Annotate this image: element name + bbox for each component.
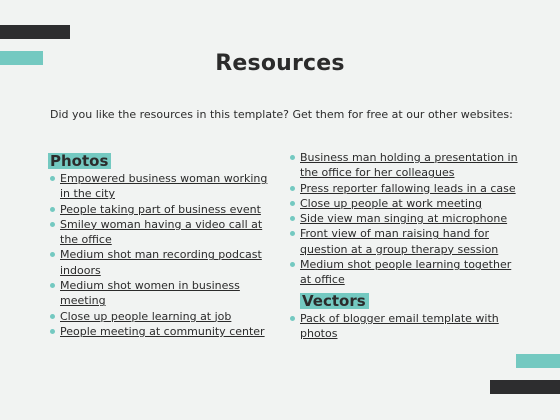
resource-link[interactable]: Side view man singing at microphone	[300, 212, 508, 226]
vectors-list	[288, 311, 520, 342]
resource-link[interactable]: Medium shot women in business meeting	[60, 279, 240, 308]
list-item	[48, 247, 276, 278]
resource-link[interactable]: Smiley woman having a video call at the office	[60, 217, 263, 247]
photos-heading: Photos	[48, 153, 111, 169]
list-item	[48, 278, 276, 309]
resource-link[interactable]: People taking part of business event	[60, 202, 261, 216]
list-item	[288, 150, 520, 181]
list-item	[48, 171, 276, 202]
page-title: Resources	[215, 51, 345, 76]
resource-link[interactable]: Front view of man raising hand for question at a group therapy session	[300, 227, 499, 256]
resource-link[interactable]: Medium shot man recording podcast indoors	[60, 248, 262, 277]
right-column	[288, 150, 520, 341]
list-item	[288, 211, 520, 226]
list-item	[48, 309, 276, 324]
left-column	[48, 151, 276, 339]
resource-link[interactable]: Business man holding a presentation in the office for her colleagues	[300, 151, 518, 180]
intro-text: Did you like the resources in this template? Get them for free at our other websites:	[50, 108, 513, 121]
photos-list-continued	[288, 150, 520, 288]
resource-link[interactable]: Medium shot people learning together at office	[300, 258, 512, 287]
decorative-bar-dark-bottom	[490, 380, 560, 394]
list-item	[288, 311, 520, 342]
list-item	[288, 196, 520, 211]
list-item	[288, 226, 520, 257]
photos-list	[48, 171, 276, 339]
resource-link[interactable]: Press reporter fallowing leads in a case	[300, 181, 516, 195]
list-item	[48, 324, 276, 339]
list-item	[48, 202, 276, 217]
resource-link[interactable]: Pack of blogger email template with photos	[300, 311, 499, 340]
decorative-bar-teal-bottom	[516, 354, 560, 368]
list-item	[288, 181, 520, 196]
resource-link[interactable]: Close up people learning at job	[60, 309, 232, 323]
resource-link[interactable]: Empowered business woman working in the city	[60, 172, 268, 201]
vectors-heading: Vectors	[300, 293, 369, 309]
decorative-bar-dark-top	[0, 25, 70, 39]
resource-link[interactable]: Close up people at work meeting	[300, 196, 482, 210]
list-item	[288, 257, 520, 288]
resource-link[interactable]: People meeting at community center	[60, 324, 265, 338]
list-item	[48, 217, 276, 248]
